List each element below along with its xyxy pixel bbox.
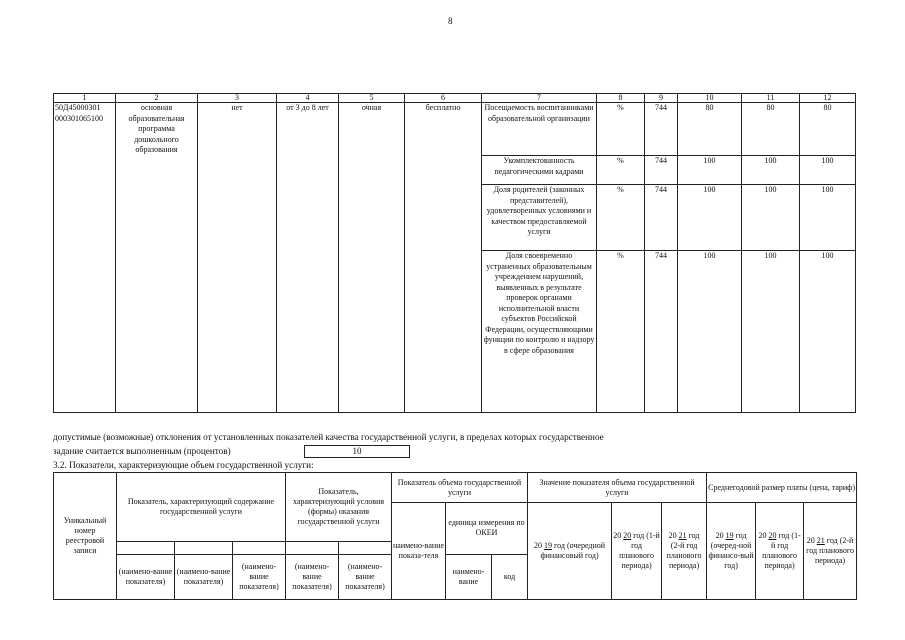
- unique-number-header: Уникальный номер реестровой записи: [54, 473, 117, 600]
- value-year1: 100: [678, 185, 742, 251]
- volume-indicators-table: [53, 472, 857, 600]
- indicator-name-header: наимено-вание показа-теля: [392, 503, 446, 600]
- conditions-indicator-header: Показатель, характеризующий условия (формы) оказания государственной услуги: [286, 473, 392, 542]
- fee-header: Среднегодовой размер платы (цена, тариф): [707, 473, 857, 503]
- value-year1: 100: [678, 156, 742, 185]
- col-number: 4: [277, 94, 339, 103]
- page-number: 8: [448, 16, 453, 26]
- col-number: 11: [742, 94, 800, 103]
- okei-code: 744: [645, 156, 678, 185]
- section-title: 3.2. Показатели, характеризующие объем государственной услуги:: [53, 460, 314, 470]
- value-year2: 100: [742, 251, 800, 413]
- value-year2: 100: [742, 185, 800, 251]
- indicator-name: Посещаемость воспитанниками образовательной организации: [482, 103, 597, 156]
- empty-cell: [117, 541, 175, 554]
- quality-indicators-table: [53, 93, 856, 413]
- fee-year3-header: 20 21 год (2-й год планового периода): [804, 503, 857, 600]
- value-year3: 100: [800, 251, 856, 413]
- value-year3: 100: [800, 185, 856, 251]
- year3-header: 20 21 год (2-й год планового периода): [662, 503, 707, 600]
- age-group: от 3 до 8 лет: [277, 103, 339, 413]
- value-year2: 80: [742, 103, 800, 156]
- sub-indicator-name: (наимено-вание показателя): [117, 554, 175, 599]
- year2-header: 20 20 год (1-й год планового периода): [612, 503, 662, 600]
- col-number: 6: [405, 94, 482, 103]
- volume-indicator-header: Показатель объема государственной услуги: [392, 473, 528, 503]
- unit: %: [597, 251, 645, 413]
- table-row: [54, 103, 856, 156]
- okei-code: 744: [645, 103, 678, 156]
- tolerance-paragraph-line2: задание считается выполненным (процентов): [53, 446, 231, 456]
- col-number: 3: [198, 94, 277, 103]
- col-number: 7: [482, 94, 597, 103]
- okei-code: 744: [645, 251, 678, 413]
- tolerance-paragraph-line1: допустимые (возможные) отклонения от установленных показателей качества государственной услуги, в пределах которых государственное: [53, 432, 604, 442]
- col-number: 10: [678, 94, 742, 103]
- okei-code: 744: [645, 185, 678, 251]
- col-number: 8: [597, 94, 645, 103]
- payment-type: бесплатно: [405, 103, 482, 413]
- fee-year1-header: 20 19 год (очеред-ной финансо-вый год): [707, 503, 756, 600]
- sub-indicator-name: (наимено-вание показателя): [339, 554, 392, 599]
- indicator-name: Доля родителей (законных представителей), удовлетворенных условиями и качеством предоставляемой услуги: [482, 185, 597, 251]
- service-content: основная образовательная программа дошкольного образования: [116, 103, 198, 413]
- indicator-name: Доля своевременно устраненных образовательным учреждением нарушений, выявленных в результате проверок органами исполнительной власти субъектов Российской Федерации, осуществляющими функции по контролю и надзору в сфере образования: [482, 251, 597, 413]
- empty-cell: [233, 541, 286, 554]
- col-number: 1: [54, 94, 116, 103]
- tolerance-value-box: 10: [304, 445, 410, 458]
- sub-indicator-name: (наимено-вание показателя): [286, 554, 339, 599]
- value-year2: 100: [742, 156, 800, 185]
- unit-name-header: наимено-вание: [446, 554, 492, 599]
- unit-okei-header: единица измерения по ОКЕИ: [446, 503, 528, 555]
- empty-cell: [175, 541, 233, 554]
- content-indicator-header: Показатель, характеризующий содержание государственной услуги: [117, 473, 286, 542]
- year1-header: 20 19 год (очередной финансовый год): [528, 503, 612, 600]
- empty-cell: [339, 541, 392, 554]
- col-number: 9: [645, 94, 678, 103]
- service-form: очная: [339, 103, 405, 413]
- unit-code-header: код: [492, 554, 528, 599]
- volume-value-header: Значение показателя объема государственной услуги: [528, 473, 707, 503]
- unit: %: [597, 185, 645, 251]
- value-year3: 100: [800, 156, 856, 185]
- col-number: 5: [339, 94, 405, 103]
- indicator-name: Укомплектованность педагогическими кадрами: [482, 156, 597, 185]
- sub-indicator-name: (наимено-вание показателя): [233, 554, 286, 599]
- value-year1: 100: [678, 251, 742, 413]
- column-numbers-row: [54, 94, 856, 103]
- sub-indicator-name: (наимено-вание показателя): [175, 554, 233, 599]
- col-number: 2: [116, 94, 198, 103]
- value-year1: 80: [678, 103, 742, 156]
- content-col3: нет: [198, 103, 277, 413]
- unit: %: [597, 156, 645, 185]
- value-year3: 80: [800, 103, 856, 156]
- col-number: 12: [800, 94, 856, 103]
- empty-cell: [286, 541, 339, 554]
- unit: %: [597, 103, 645, 156]
- registry-number: 50Д45000301 000301065100: [54, 103, 116, 413]
- fee-year2-header: 20 20 год (1-й год планового периода): [756, 503, 804, 600]
